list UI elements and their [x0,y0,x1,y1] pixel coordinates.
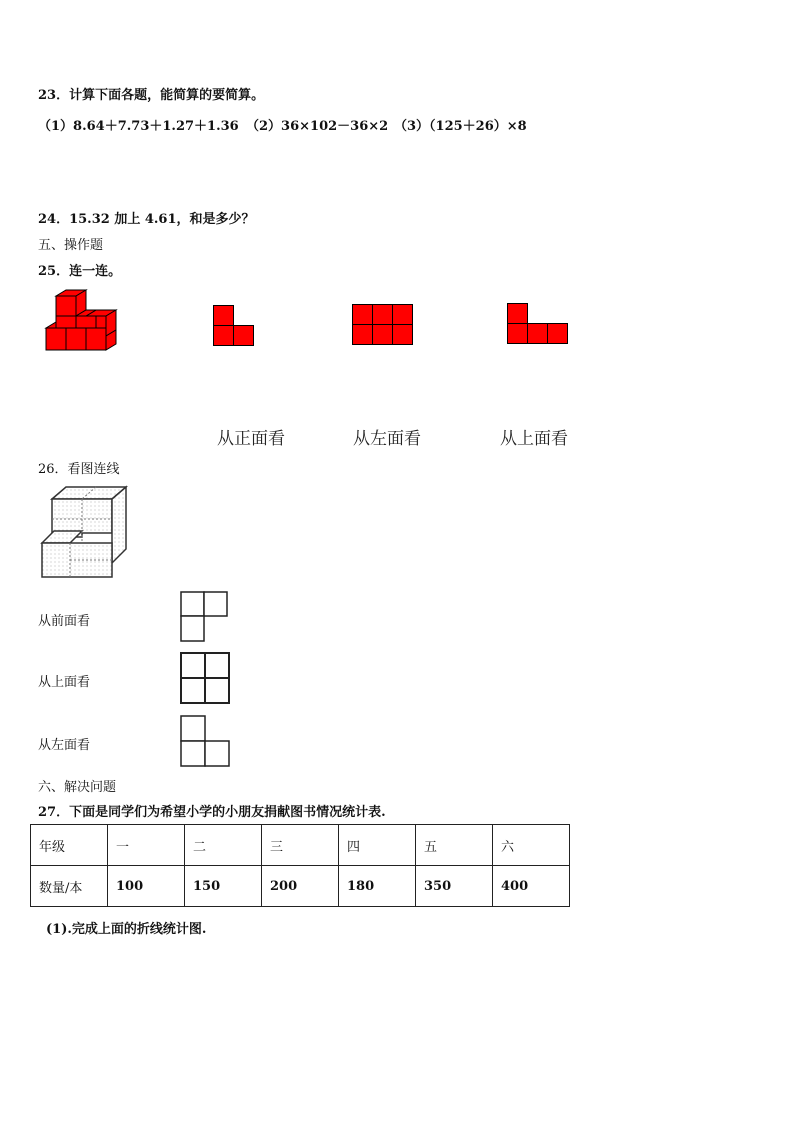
q26-label-top: 从上面看 [38,675,91,690]
book-donation-table [30,824,570,907]
table-cell: 一 [108,825,185,866]
table-cell: 350 [416,866,493,907]
view-label-front: 从正面看 [217,429,285,449]
table-row [31,866,570,907]
q26-label-front: 从前面看 [38,614,91,629]
view-label-top: 从上面看 [500,429,568,449]
table-cell: 150 [185,866,262,907]
table-cell: 数量/本 [31,866,108,907]
q23-item-1: （1）8.64＋7.73＋1.27＋1.36 [38,119,239,134]
q26-title: 26．看图连线 [38,462,120,477]
q26-label-left: 从左面看 [38,738,91,753]
table-cell: 三 [262,825,339,866]
table-cell: 五 [416,825,493,866]
q24-title: 24．15.32 加上 4.61，和是多少？ [38,212,255,227]
table-cell: 六 [493,825,570,866]
table-cell: 180 [339,866,416,907]
table-row [31,825,570,866]
view-label-left: 从左面看 [353,429,421,449]
section6-title: 六、解决问题 [38,780,117,795]
table-cell: 四 [339,825,416,866]
table-cell: 200 [262,866,339,907]
outline-cube-solid-figure [38,485,130,581]
view-grid-3x2 [352,304,414,346]
view-outline-l-left [180,715,232,769]
red-cube-solid-figure [40,290,130,355]
q23-item-3: （3）（125＋26）×8 [394,119,527,134]
q23-title: 23．计算下面各题，能简算的要简算。 [38,88,265,103]
section5-title: 五、操作题 [38,238,104,253]
table-cell: 100 [108,866,185,907]
view-l-shape [213,305,255,347]
table-cell: 年级 [31,825,108,866]
table-cell: 400 [493,866,570,907]
q25-title: 25．连一连。 [38,264,122,279]
q23-item-2: （2）36×102－36×2 [246,119,389,134]
q27-sub1: (1).完成上面的折线统计图. [46,922,207,937]
q27-title: 27．下面是同学们为希望小学的小朋友捐献图书情况统计表. [38,805,386,820]
view-outline-l-front [180,591,230,643]
view-long-l-shape [507,303,569,345]
view-outline-grid-top [180,652,232,706]
table-cell: 二 [185,825,262,866]
